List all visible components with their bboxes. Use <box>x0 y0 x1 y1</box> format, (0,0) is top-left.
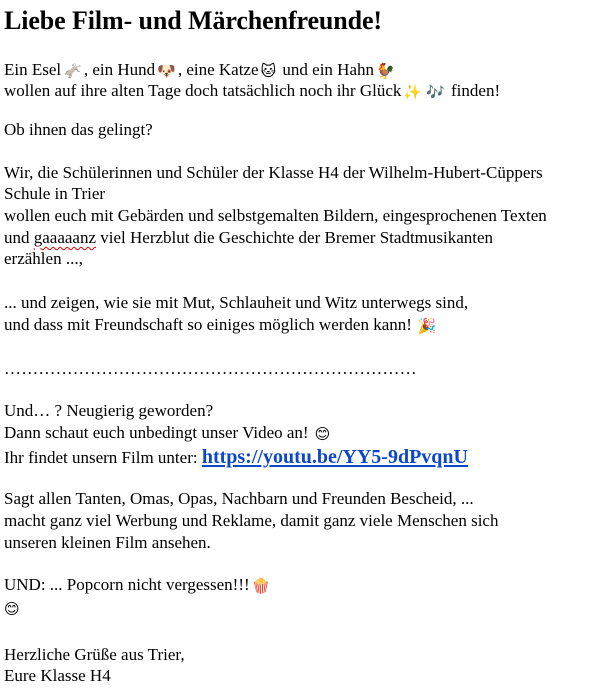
question-text: Ob ihnen das gelingt? <box>4 120 153 139</box>
message-line-1: ... und zeigen, wie sie mit Mut, Schlauheit und Witz unterwegs sind, <box>4 293 469 312</box>
closing-line-2: Eure Klasse H4 <box>4 666 111 685</box>
link-label: Ihr findet unsern Film unter: <box>4 448 202 467</box>
intro-text: , eine Katze <box>177 60 259 79</box>
intro-text: und ein Hahn <box>278 60 374 79</box>
misspelled-word: gaaaaanz <box>33 228 97 247</box>
reminder-emoji-line <box>4 597 22 619</box>
popcorn-icon: 🍿 <box>251 577 271 595</box>
share-line-1: Sagt allen Tanten, Omas, Opas, Nachbarn und Freunden Bescheid, ... <box>4 489 474 508</box>
story-line-3: wollen euch mit Gebärden und selbstgemalten Bildern, eingesprochenen Texten <box>4 206 547 225</box>
share-line-3: unseren kleinen Film ansehen. <box>4 533 211 552</box>
curious-line-3 <box>4 446 468 469</box>
dotted-divider: ……………………………………………………………… <box>4 359 417 378</box>
story-line-4 <box>4 227 493 249</box>
intro-line-2 <box>4 80 500 102</box>
message-line-2 <box>4 314 439 336</box>
intro-text: Ein Esel <box>4 60 62 79</box>
intro-text: , ein Hund <box>83 60 156 79</box>
story-text: viel Herzblut die Geschichte der Bremer Stadtmusikanten <box>96 228 494 247</box>
curious-line-1: Und… ? Neugierig geworden? <box>4 401 214 420</box>
curious-line-2 <box>4 422 332 444</box>
intro-line-1 <box>4 59 397 81</box>
dog-icon: 🐶 <box>157 62 176 80</box>
story-text: und <box>4 228 34 247</box>
party-popper-icon: 🎉 <box>417 317 437 335</box>
video-link[interactable]: https://youtu.be/YY5-9dPvqnU <box>201 446 468 468</box>
page-title: Liebe Film- und Märchenfreunde! <box>4 6 382 35</box>
closing-line-1: Herzliche Grüße aus Trier, <box>4 645 185 664</box>
smiling-face-icon: 😊 <box>4 600 20 618</box>
intro-text: finden! <box>446 81 501 100</box>
story-line-5: erzählen ..., <box>4 249 83 268</box>
reminder-line <box>4 574 272 596</box>
share-line-2: macht ganz viel Werbung und Reklame, damit ganz viele Menschen sich <box>4 511 499 530</box>
donkey-icon: 🫏 <box>63 62 82 80</box>
rooster-icon: 🐓 <box>376 62 395 80</box>
curious-text: Dann schaut euch unbedingt unser Video an! <box>4 423 309 442</box>
reminder-text: UND: ... Popcorn nicht vergessen!!! <box>4 575 250 594</box>
smiling-face-icon: 😊 <box>314 425 331 443</box>
intro-text: wollen auf ihre alten Tage doch tatsächlich noch ihr Glück <box>4 81 402 100</box>
sparkles-icon: ✨ <box>403 83 423 101</box>
cat-icon: 🐱 <box>260 62 277 80</box>
music-notes-icon: 🎶 <box>426 83 445 101</box>
story-line-2: Schule in Trier <box>4 184 106 203</box>
message-text: und dass mit Freundschaft so einiges möglich werden kann! <box>4 315 412 334</box>
story-line-1: Wir, die Schülerinnen und Schüler der Klasse H4 der Wilhelm-Hubert-Cüppers <box>4 163 543 182</box>
